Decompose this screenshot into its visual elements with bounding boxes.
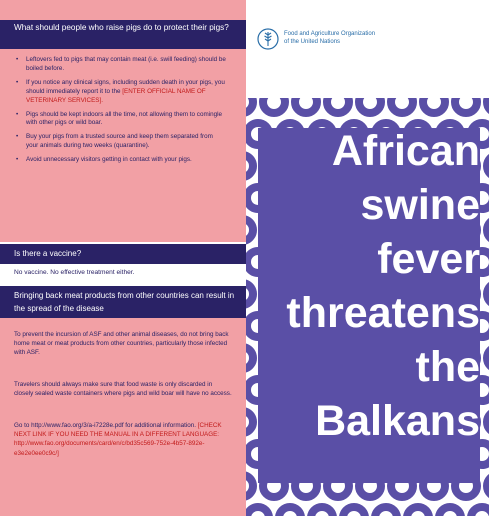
bullet-item: • Avoid unnecessary visitors getting in contact with your pigs. (14, 156, 226, 165)
pattern-ring (407, 507, 429, 516)
fao-name-line2: of the United Nations (284, 39, 341, 45)
title-line: African (331, 127, 480, 175)
heading-bar-meat (0, 286, 246, 318)
paragraph-travelers: Travelers should always make sure that food waste is only discarded in closely sealed waste containers where pigs and wild boar will have no access. (14, 381, 232, 398)
title-line: threatens (286, 289, 480, 337)
title-line: the (415, 343, 480, 391)
heading-bar-protect (0, 20, 246, 49)
pattern-ring (423, 98, 445, 113)
pattern-ring (311, 507, 333, 516)
bullet-list (14, 56, 226, 170)
title-line: fever (377, 235, 480, 283)
pattern-ring (279, 507, 301, 516)
bullet-item: • Buy your pigs from a trusted source and keep them separated from your animals during two weeks (quarantine). (14, 133, 226, 151)
bullet-item: • If you notice any clinical signs, including sudden death in your pigs, you should immediately report it to the [ENTER OFFICIAL NAME OF VETERINARY SERVICES]. (14, 79, 226, 106)
red-link-note: [CHECK NEXT LINK IF YOU NEED THE MANUAL IN A DIFFERENT LANGUAGE: http://www.fao.org/documents/card/en/c/bd35c569-752e-4b57-892e-e3e2e0ee0c9c/] (14, 422, 222, 457)
heading-bar-vaccine (0, 244, 246, 264)
pattern-ring (295, 98, 317, 113)
fao-name-line1: Food and Agriculture Organization (284, 31, 376, 37)
title-line: swine (360, 181, 480, 229)
bullet-item: • Pigs should be kept indoors all the time, not allowing them to comingle with other pigs or wild boar. (14, 111, 226, 129)
pattern-ring (359, 98, 381, 113)
pink-top-strip (0, 0, 246, 20)
paragraph-link (14, 421, 232, 458)
link-text: Go to http://www.fao.org/3/a-i7228e.pdf for additional information. (14, 422, 197, 429)
heading-vaccine: Is there a vaccine? (14, 249, 82, 258)
fao-emblem-icon (257, 28, 279, 50)
pattern-ring (343, 507, 365, 516)
title-line: Balkans (315, 397, 480, 445)
paragraph-prevent: To prevent the incursion of ASF and other animal diseases, do not bring back home meat or meat products from other countries, particularly those infected with ASF. (14, 331, 229, 357)
pattern-ring (247, 507, 269, 516)
pattern-ring (263, 98, 285, 113)
vaccine-answer: No vaccine. No effective treatment either. (14, 269, 135, 276)
right-column (246, 0, 489, 516)
heading-meat: Bringing back meat products from other countries can result in the spread of the disease (14, 291, 235, 313)
title-block (252, 124, 480, 448)
bullet-item: • Leftovers fed to pigs that may contain meat (i.e. swill feeding) should be boiled before. (14, 56, 226, 74)
pattern-ring (327, 98, 349, 113)
fao-logo (257, 28, 477, 52)
pattern-ring (246, 475, 253, 497)
pattern-ring (246, 98, 253, 113)
pattern-ring (391, 98, 413, 113)
pattern-ring (455, 98, 477, 113)
pattern-ring (439, 507, 461, 516)
red-placeholder: [ENTER OFFICIAL NAME OF VETERINARY SERVICES]. (26, 87, 206, 104)
pattern-ring (375, 507, 397, 516)
heading-protect: What should people who raise pigs do to protect their pigs? (14, 23, 229, 32)
pattern-ring (471, 507, 489, 516)
